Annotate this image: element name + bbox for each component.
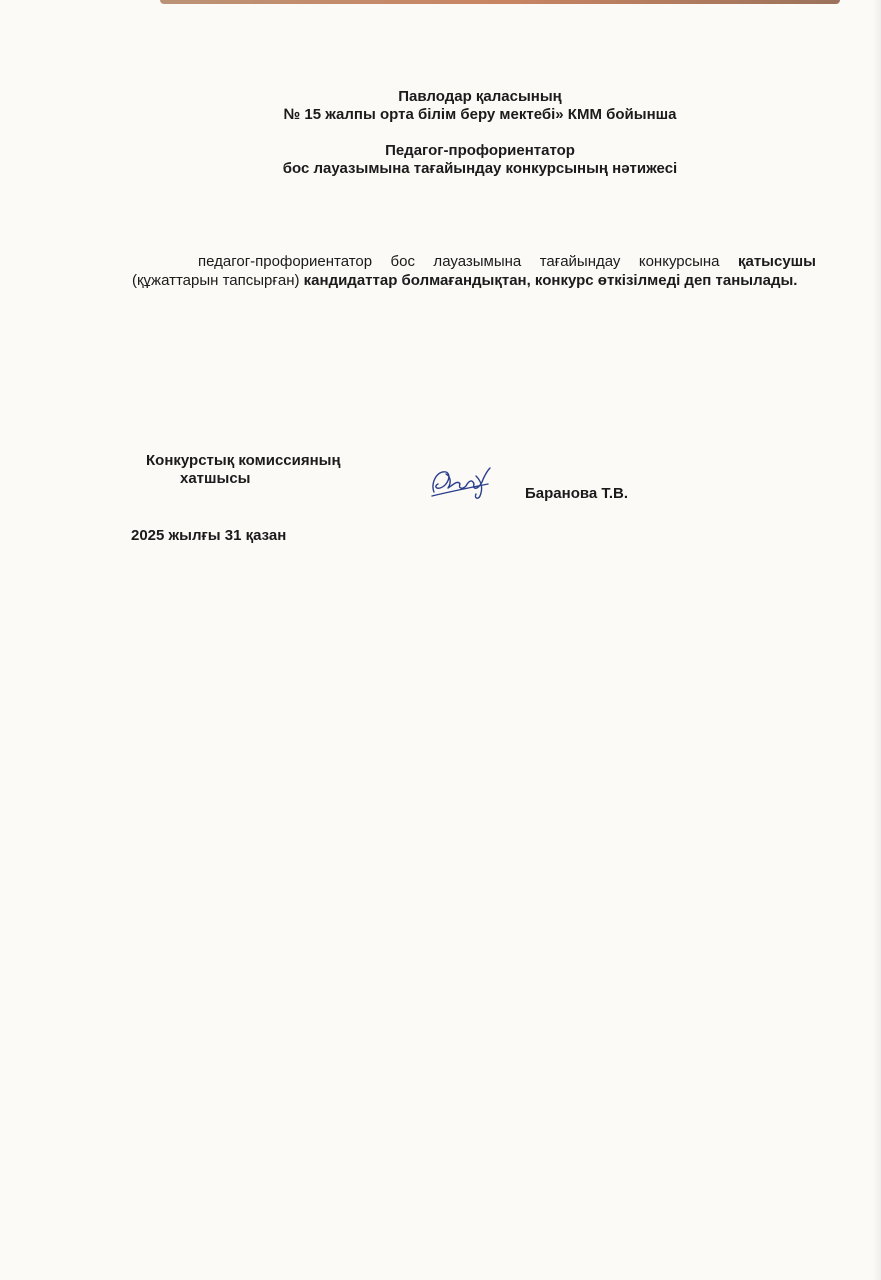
commission-title <box>146 452 341 488</box>
header-line-4: бос лауазымына тағайындау конкурсының нәтижесі <box>282 160 678 177</box>
handwritten-signature <box>428 462 496 502</box>
commission-title-line-2: хатшысы <box>180 470 251 487</box>
signer-name: Баранова Т.В. <box>525 485 629 502</box>
header-line-3: Педагог-профориентатор <box>385 142 575 159</box>
document-header <box>180 88 780 178</box>
body-text-2: қатысушы <box>737 253 816 270</box>
header-line-2: № 15 жалпы орта білім беру мектебі» КММ бойынша <box>283 106 677 123</box>
body-paragraph <box>132 252 816 290</box>
commission-title-line-1: Конкурстық комиссияның <box>146 452 341 469</box>
header-line-1: Павлодар қаласының <box>398 88 562 105</box>
document-date: 2025 жылғы 31 қазан <box>131 527 287 544</box>
header-spacer <box>180 124 780 142</box>
body-text-4: кандидаттар болмағандықтан, конкурс өткізілмеді деп танылады. <box>303 272 798 289</box>
body-text-1: педагог-профориентатор бос лауазымына тағайындау конкурсына <box>198 253 738 270</box>
page-top-edge <box>160 0 840 4</box>
body-text-3: (құжаттарын тапсырған) <box>132 272 304 289</box>
page-right-edge <box>873 0 881 1280</box>
